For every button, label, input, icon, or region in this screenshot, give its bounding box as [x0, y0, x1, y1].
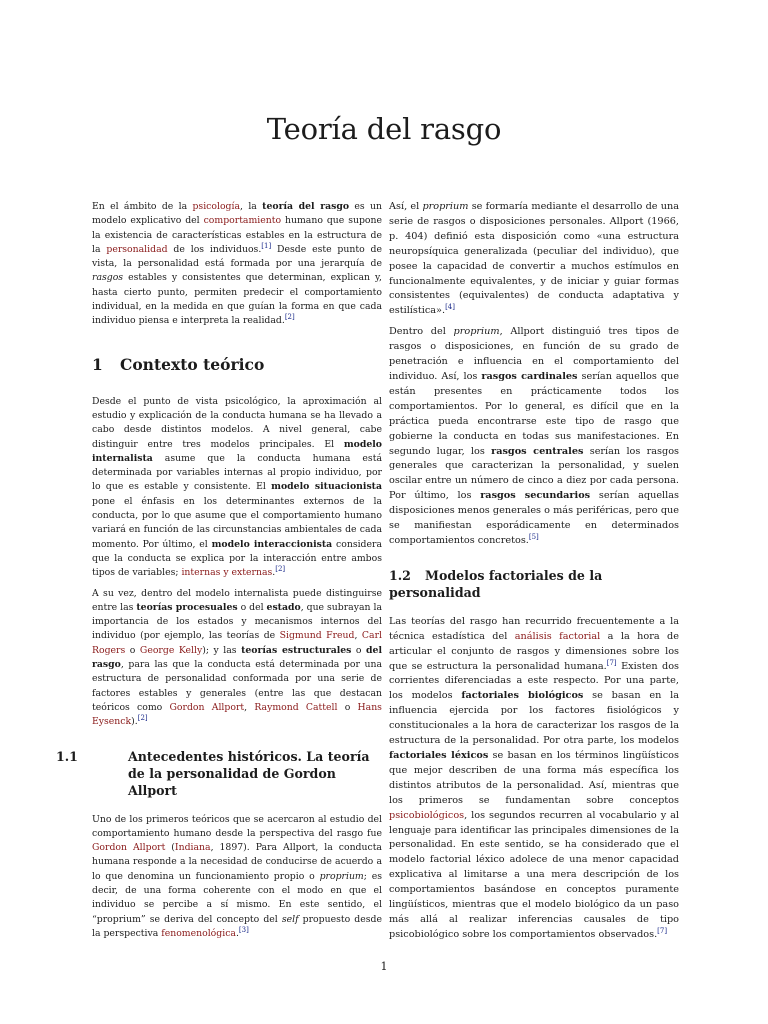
- section1-1-paragraph-2: Así, el proprium se formaría mediante el desarrollo de una serie de rasgos o disposiciones personales. Allport (1966, p. 404) definió esta disposición como «una estructura neuropsíquica generalizada (peculiar del individuo), que posee la capacidad de convertir a muchos estímulos en funcionalmente equivalentes, y de iniciar y guiar formas consistentes (equivalentes) de conducta adaptativa y estilística».[4]: [389, 201, 679, 317]
- ref-4[interactable]: [4]: [445, 303, 455, 312]
- link-psicologia[interactable]: psicología: [192, 201, 241, 212]
- link-george-kelly[interactable]: George Kelly: [139, 644, 203, 656]
- link-analisis-factorial[interactable]: análisis factorial: [514, 630, 601, 642]
- ref-1[interactable]: [1]: [261, 241, 272, 250]
- link-hans-eysenck[interactable]: Hans Eysenck: [92, 701, 382, 728]
- section1-1-paragraph-1: Uno de los primeros teóricos que se acercaron al estudio del comportamiento humano desde la perspectiva del rasgo fue Gordon Allport (Indiana, 1897). Para Allport, la conducta humana responde a la necesidad de conducirse de acuerdo a lo que denomina un funcionamiento propio o proprium; es decir, de una forma coherente con el modo en que el individuo se percibe a sí mismo. En este sentido, el “proprium” se deriva del concepto del self propuesto desde la perspectiva fenomenológica.[3]: [92, 813, 382, 939]
- page-title: Teoría del rasgo: [266, 112, 502, 146]
- link-raymond-cattell[interactable]: Raymond Cattell: [254, 701, 338, 713]
- section1-2-paragraph-1: Las teorías del rasgo han recurrido frecuentemente a la técnica estadística del análisis factorial a la hora de articular el conjunto de rasgos y dimensiones sobre los que se estructura la personalidad humana.[7] Existen dos corrientes diferenciadas a este respecto. Por una parte, los modelos factoriales biológicos se basan en la influencia ejercida por los factores fisiológicos y constitucionales a la hora de caracterizar los rasgos de la estructura de la personalidad. Por otra parte, los modelos factoriales léxicos se basan en los términos lingüísticos que mejor describen de una forma más específica los distintos atributos de la personalidad. Así, mientras que los primeros se fundamentan sobre conceptos psicobiológicos, los segundos recurren al vocabulario y al lenguaje para identificar las principales dimensiones de la personalidad. En este sentido, se ha considerado que el modelo factorial léxico adolece de una menor capacidad explicativa al limitarse a una mera descripción de los comportamientos basándose en conceptos puramente lingüísticos, mientras que el modelo biológico da un paso más allá al realizar inferencias causales de tipo psicobiológico sobre los comportamientos observados.[7]: [389, 615, 680, 940]
- ref-2[interactable]: [2]: [284, 313, 295, 322]
- ref-2[interactable]: [2]: [275, 565, 286, 574]
- link-personalidad[interactable]: personalidad: [106, 243, 168, 255]
- intro-paragraph: En el ámbito de la psicología, la teoría del rasgo es un modelo explicativo del comportamiento humano que supone la existencia de características estables en la estructura de la personalidad de los individuos.[1] Desde este punto de vista, la personalidad está formada por una jerarquía de rasgos estables y consistentes que determinan, explican y, hasta cierto punto, permiten predecir el comportamiento individual, en la medida en que guían la forma en que cada individuo piensa e interpreta la realidad.[2]: [92, 201, 382, 327]
- section-heading-1: 1 Contexto teórico: [92, 354, 265, 374]
- section1-paragraph-1: Desde el punto de vista psicológico, la aproximación al estudio y explicación de la conducta humana se ha llevado a cabo desde distintos modelos. A nivel general, cabe distinguir entre tres modelos principales. El modelo internalista asume que la conducta humana está determinada por variables internas al propio individuo, por lo que es estable y consistente. El modelo situacionista pone el énfasis en los determinantes externos de la conducta, por lo que asume que el comportamiento humano variará en función de las circunstancias ambientales de cada momento. Por último, el modelo interaccionista considera que la conducta se explica por la interacción entre ambos tipos de variables; internas y externas.[2]: [92, 395, 383, 579]
- right-column: [389, 200, 679, 949]
- ref-2[interactable]: [2]: [137, 714, 148, 723]
- left-column: [56, 200, 383, 947]
- section-heading-1-1: 1.1 Antecedentes históricos. La teoría de la personalidad de Gordon Allport: [56, 748, 370, 798]
- section1-paragraph-2: A su vez, dentro del modelo internalista puede distinguirse entre las teorías procesuales o del estado, que subrayan la importancia de los estados y mecanismos internos del individuo (por ejemplo, las teorías de Sigmund Freud, Carl Rogers o George Kelly); y las teorías estructurales o del rasgo, para las que la conducta está determinada por una estructura de personalidad conformada por una serie de factores estables y generales (entre las que destacan teóricos como Gordon Allport, Raymond Cattell o Hans Eysenck).[2]: [92, 587, 382, 728]
- ref-6[interactable]: [7]: [606, 658, 617, 667]
- section-heading-1-2: 1.2 Modelos factoriales de la personalidad: [389, 567, 603, 600]
- link-psicobiologicos[interactable]: psicobiológicos: [389, 809, 465, 821]
- link-comportamiento[interactable]: comportamiento: [203, 215, 282, 227]
- link-fenomenologica[interactable]: fenomenológica: [161, 927, 236, 939]
- page-number: 1: [380, 960, 388, 973]
- ref-3[interactable]: [3]: [238, 925, 249, 934]
- link-gordon-allport[interactable]: Gordon Allport: [169, 701, 245, 713]
- link-internas-externas[interactable]: internas y externas: [181, 567, 273, 579]
- section1-1-paragraph-3: Dentro del proprium, Allport distinguió tres tipos de rasgos o disposiciones, en función de su grado de penetración e influencia en el comportamiento del individuo. Así, los rasgos cardinales serían aquellos que están presentes en prácticamente todos los comportamientos. Por lo general, es difícil que en la práctica pueda encontrarse este tipo de rasgo que gobierne la conducta en todas sus manifestaciones. En segundo lugar, los rasgos centrales serían los rasgos generales que caracterizan la personalidad, y suelen oscilar entre un número de cinco a diez por cada persona. Por último, los rasgos secundarios serían aquellas disposiciones menos generales o más periféricas, pero que se manifiestan esporádicamente en determinados comportamientos concretos.[5]: [389, 326, 680, 546]
- link-indiana[interactable]: Indiana: [174, 842, 211, 854]
- ref-7[interactable]: [7]: [657, 926, 668, 935]
- link-sigmund-freud[interactable]: Sigmund Freud: [279, 630, 355, 642]
- ref-5[interactable]: [5]: [528, 532, 539, 541]
- link-carl-rogers[interactable]: Carl Rogers: [92, 630, 382, 656]
- link-gordon-allport-2[interactable]: Gordon Allport: [92, 842, 166, 854]
